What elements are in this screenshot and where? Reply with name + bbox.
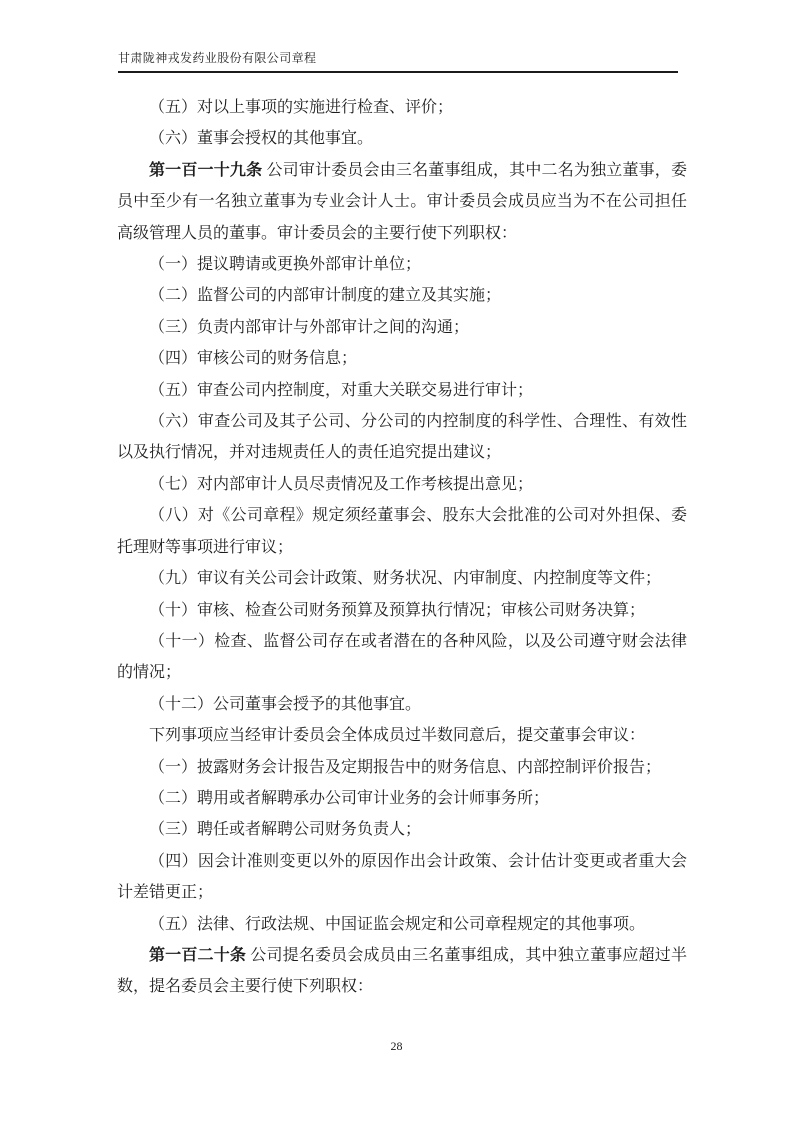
paragraph-text: （四）因会计准则变更以外的原因作出会计政策、会计估计变更或者重大会计差错更正； [117, 852, 687, 902]
article-119-paragraph [117, 155, 687, 249]
paragraph-text: （六）审查公司及其子公司、分公司的内控制度的科学性、合理性、有效性以及执行情况，并对违规责任人的责任追究提出建议； [117, 413, 687, 462]
page-header [118, 51, 678, 73]
clause-item [117, 343, 687, 374]
paragraph-text: （二）监督公司的内部审计制度的建立及其实施； [149, 287, 502, 305]
clause-item [117, 312, 687, 343]
paragraph-text: （一）提议聘请或更换外部审计单位； [149, 256, 422, 274]
document-body [117, 92, 687, 1003]
paragraph-text: （一）披露财务会计报告及定期报告中的财务信息、内部控制评价报告； [149, 758, 662, 776]
clause-item [117, 249, 687, 280]
paragraph-text: （三）聘任或者解聘公司财务负责人； [149, 821, 422, 839]
paragraph-text: （五）法律、行政法规、中国证监会规定和公司章程规定的其他事项。 [149, 915, 646, 933]
paragraph-text: 公司审计委员会由三名董事组成，其中二名为独立董事，委员中至少有一名独立董事为专业会计人士。审计委员会成员应当为不在公司担任高级管理人员的董事。审计委员会的主要行使下列职权： [117, 161, 687, 242]
paragraph-text: （八）对《公司章程》规定须经董事会、股东大会批准的公司对外担保、委托理财等事项进行审议； [117, 507, 687, 556]
article-120-paragraph [117, 940, 687, 1003]
paragraph-text: （二）聘用或者解聘承办公司审计业务的会计师事务所； [149, 789, 550, 807]
paragraph-text: （三）负责内部审计与外部审计之间的沟通； [149, 318, 470, 336]
clause-item [117, 280, 687, 311]
article-number: 第一百二十条 [149, 946, 247, 964]
intro-paragraph [117, 720, 687, 751]
clause-item [117, 689, 687, 720]
paragraph-text: （六）董事会授权的其他事宜。 [149, 130, 374, 148]
paragraph-text: （四）审核公司的财务信息； [149, 350, 358, 368]
paragraph-text: （十一）检查、监督公司存在或者潜在的各种风险，以及公司遵守财会法律的情况； [117, 632, 687, 682]
page-footer [0, 1039, 793, 1054]
clause-item [117, 563, 687, 594]
paragraph-text: （五）审查公司内控制度，对重大关联交易进行审计； [149, 381, 534, 399]
clause-item [117, 909, 687, 940]
paragraph-text: （九）审议有关公司会计政策、财务状况、内审制度、内控制度等文件； [149, 570, 662, 588]
page-number: 28 [390, 1039, 403, 1053]
clause-item [117, 500, 687, 563]
clause-item [117, 783, 687, 814]
clause-item [117, 469, 687, 500]
clause-item [117, 752, 687, 783]
clause-item [117, 123, 687, 154]
clause-item [117, 814, 687, 845]
paragraph-text: （五）对以上事项的实施进行检查、评价； [149, 99, 454, 116]
paragraph-text: （十）审核、检查公司财务预算及预算执行情况；审核公司财务决算； [149, 601, 646, 619]
paragraph-text: （十二）公司董事会授予的其他事宜。 [149, 695, 422, 713]
clause-item [117, 595, 687, 626]
clause-item [117, 406, 687, 469]
clause-item [117, 846, 687, 909]
clause-item [117, 375, 687, 406]
article-number: 第一百一十九条 [149, 161, 263, 179]
paragraph-text: 下列事项应当经审计委员会全体成员过半数同意后，提交董事会审议： [149, 727, 646, 745]
paragraph-text: 公司提名委员会成员由三名董事组成，其中独立董事应超过半数，提名委员会主要行使下列职权： [117, 946, 687, 996]
clause-item [117, 92, 687, 123]
paragraph-text: （七）对内部审计人员尽责情况及工作考核提出意见； [149, 475, 534, 493]
document-header-title: 甘肃陇神戎发药业股份有限公司章程 [118, 51, 317, 65]
clause-item [117, 626, 687, 689]
